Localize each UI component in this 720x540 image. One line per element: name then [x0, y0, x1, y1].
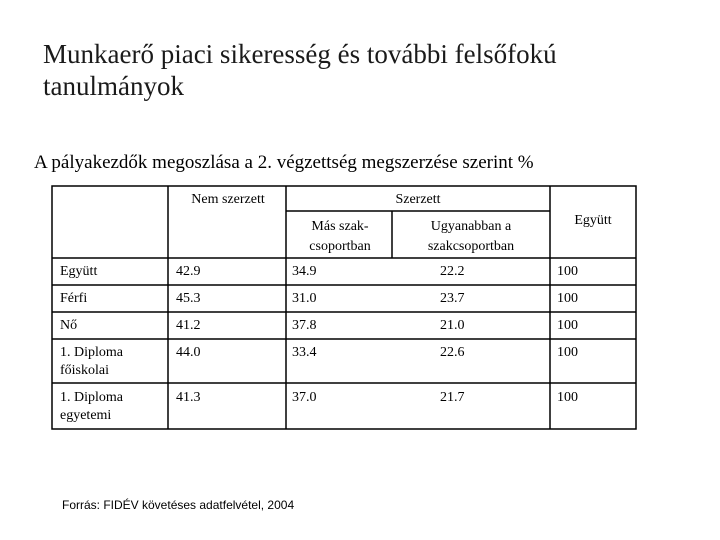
cell-ugyanabban: 21.7	[440, 390, 465, 405]
cell-nem-szerzett: 41.3	[176, 390, 201, 405]
cell-nem-szerzett: 45.3	[176, 291, 201, 306]
row-label: 1. Diploma egyetemi	[60, 390, 123, 423]
cell-ugyanabban: 21.0	[440, 318, 465, 333]
cell-mas-szak: 33.4	[292, 345, 317, 360]
cell-egyutt: 100	[557, 345, 578, 360]
table-caption: A pályakezdők megoszlása a 2. végzettség megszerzése szerint %	[34, 152, 534, 173]
header-ugyanabban: Ugyanabban a szakcsoportban	[427, 219, 515, 254]
cell-egyutt: 100	[557, 264, 578, 279]
header-szerzett: Szerzett	[395, 192, 441, 207]
cell-mas-szak: 37.0	[292, 390, 317, 405]
source-note: Forrás: FIDÉV követéses adatfelvétel, 2004	[62, 498, 295, 512]
header-egyutt: Együtt	[574, 213, 612, 228]
cell-egyutt: 100	[557, 390, 578, 405]
cell-egyutt: 100	[557, 291, 578, 306]
row-label: Együtt	[60, 264, 98, 279]
row-label: Nő	[60, 318, 78, 333]
cell-mas-szak: 31.0	[292, 291, 317, 306]
cell-nem-szerzett: 41.2	[176, 318, 201, 333]
cell-mas-szak: 34.9	[292, 264, 317, 279]
row-label: 1. Diploma főiskolai	[60, 345, 123, 378]
header-nem-szerzett: Nem szerzett	[191, 192, 265, 207]
cell-egyutt: 100	[557, 318, 578, 333]
header-mas-szakcsoport: Más szak-csoportban	[309, 219, 371, 254]
cell-ugyanabban: 22.6	[440, 345, 465, 360]
cell-nem-szerzett: 42.9	[176, 264, 201, 279]
cell-ugyanabban: 22.2	[440, 264, 465, 279]
cell-ugyanabban: 23.7	[440, 291, 465, 306]
row-label: Férfi	[60, 291, 88, 306]
cell-mas-szak: 37.8	[292, 318, 317, 333]
cell-nem-szerzett: 44.0	[176, 345, 201, 360]
page-title: Munkaerő piaci sikeresség és további felsőfokú tanulmányok	[43, 39, 557, 101]
